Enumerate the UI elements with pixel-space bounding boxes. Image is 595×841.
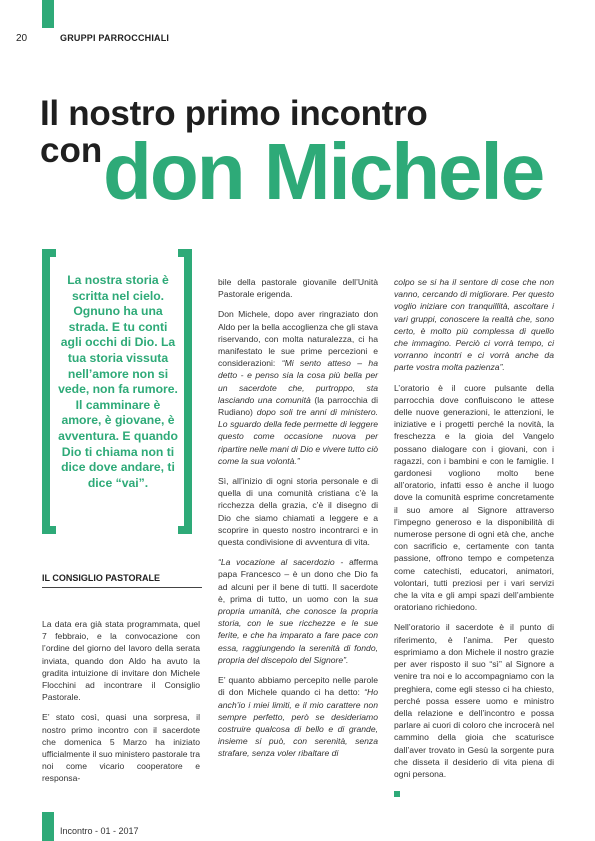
quote-bracket-left xyxy=(42,249,56,534)
top-color-tab xyxy=(42,0,54,28)
text-run: (la parrocchia di Rudiano) xyxy=(218,394,378,418)
end-mark-icon xyxy=(394,791,400,797)
title-line-1: Il nostro primo incontro xyxy=(40,94,428,133)
article-column-3 xyxy=(394,276,554,800)
text-run: afferma papa Francesco – è un dono che Dio fa ad alcuni per il bene di tutti. Il sacerdote è, prima di tutto, un uomo con la xyxy=(218,557,378,604)
paragraph: L’oratorio è il cuore pulsante della parrocchia dove confluiscono le attese delle nuove generazioni, le attenzioni, le iniziative e i progetti perché la novità, la freschezza e la gioia del Vangelo possano dialogare con i giovani, con i ragazzi, con i bambini e con le famiglie. I gardonesi vogliono molto bene all’oratorio, infatti esso è anche il luogo dove la comunità esprime concretamente il suo amore al Signore attraverso l’impegno generoso e la disponibilità di numerose persone di ogni età che, anche con sacrificio e, certamente con tanta passione, offrono tempo e competenza come catechisti, educatori, animatori, volontari, tutti preziosi per i vari servizi che la vita e gli ampi spazi dell’ambiente oratoriano richiedono. xyxy=(394,382,554,613)
text-run: Don Michele, dopo aver ringraziato don Aldo per la bella accoglienza che gli stava riservando, con molta naturalezza, ci ha manifestato le sue prime percezioni e considerazioni: xyxy=(218,309,378,369)
paragraph: bile della pastorale giovanile dell’Unità Pastorale erigenda. xyxy=(218,277,378,300)
paragraph xyxy=(218,674,378,759)
bottom-color-tab xyxy=(42,812,54,841)
paragraph: La data era già stata programmata, quel 7 febbraio, e la convocazione con l’ordine del giorno del lavoro della serata inviata, quando don Aldo ha avuto la gradita intuizione di invitare don Michele Flocchini ad incontrare il Consiglio Pastorale. xyxy=(42,619,200,703)
text-run: E’ quanto abbiamo percepito nelle parole di don Michele quando ci ha detto: xyxy=(218,675,378,698)
quote-run: “Mi sento atteso – ha detto - e penso sia la cosa più bella per un sacerdote che, purtroppo, sta lasciando una comunità xyxy=(218,358,378,405)
quote-run: dopo soli tre anni di ministero. Lo sguardo della fede permette di leggere questo come occasione nuova per ripartire nelle mani di Dio e vivere tutto ciò come la sua volontà.” xyxy=(218,407,379,466)
quote-run: “Ho anch’io i miei limiti, e il mio carattere non sempre perfetto, però se desideriamo costruire qualcosa di bello e di grande, insieme si può, con serenità, senza strafare, senza voler ribaltare di xyxy=(218,687,378,759)
paragraph: E’ stato così, quasi una sorpresa, il nostro primo incontro con il sacerdote che domenica 5 Marzo ha iniziato ufficialmente il suo ministero pastorale tra noi come vicario cooperatore e responsa- xyxy=(42,712,200,784)
quote-bracket-right xyxy=(178,249,192,534)
quote-run: “La vocazione al sacerdozio - xyxy=(218,557,350,568)
page-number: 20 xyxy=(16,33,28,44)
subheading: IL CONSIGLIO PASTORALE xyxy=(42,573,202,588)
pull-quote: La nostra storia è scritta nel cielo. Ognuno ha una strada. E tu conti agli occhi di Dio. La tua storia vissuta nell’amore non si vede, non fa rumore. Il camminare è amore, è giovane, è avventura. E quando Dio ti chiama non ti dice dove andare, ti dice “vai”. xyxy=(58,273,178,490)
paragraph: Nell’oratorio il sacerdote è il punto di riferimento, è l’anima. Per questo esprimiamo a don Michele il nostro grazie per aver risposto il suo “sì” al Signore a venire tra noi e lo accompagniamo con la preghiera, come egli stesso ci ha chiesto, perché possa essere uomo e ministro della relazione e dell’incontro e possa parlare ai cuori di coloro che incrocerà nel cammino della gioia che scaturisce dall’aver trovato in Gesù la sorgente pura che disseta il desiderio di vita piena di ogni persona. xyxy=(394,622,554,779)
title-name: don Michele xyxy=(103,127,544,216)
title-line-2: con xyxy=(40,131,103,170)
article-column-1 xyxy=(42,618,200,793)
paragraph: colpo se si ha il sentore di cose che non vanno, cercando di migliorare. Per questo voglio iniziare con tranquillità, ascoltare i vari gruppi, conoscere la realtà che, sono certo, è molto più complessa di quello che immagino. Perciò ci vorrà tempo, ci vorranno incontri e ci vorrà anche da parte vostra molta pazienza”. xyxy=(394,277,554,373)
article-column-2 xyxy=(218,276,378,768)
section-label: GRUPPI PARROCCHIALI xyxy=(60,33,170,43)
footer-issue: Incontro - 01 - 2017 xyxy=(60,826,139,836)
paragraph xyxy=(218,556,378,666)
quote-run: sua propria umanità, che conosce la propria storia, con le sue ricchezze e le sue ferite, e che ha imparato a fare pace con essa, raggiungendo la serenità di fondo, propria del discepolo del Signore”. xyxy=(218,593,378,665)
paragraph xyxy=(218,308,378,467)
paragraph: Sì, all’inizio di ogni storia personale e di quella di una comunità cristiana c’è la ricchezza della grazia, c’è il disegno di Dio che siamo chiamati a leggere e a scoprire in questo nostro incontrarci e in questa condivisione di avventura di vita. xyxy=(218,476,378,548)
